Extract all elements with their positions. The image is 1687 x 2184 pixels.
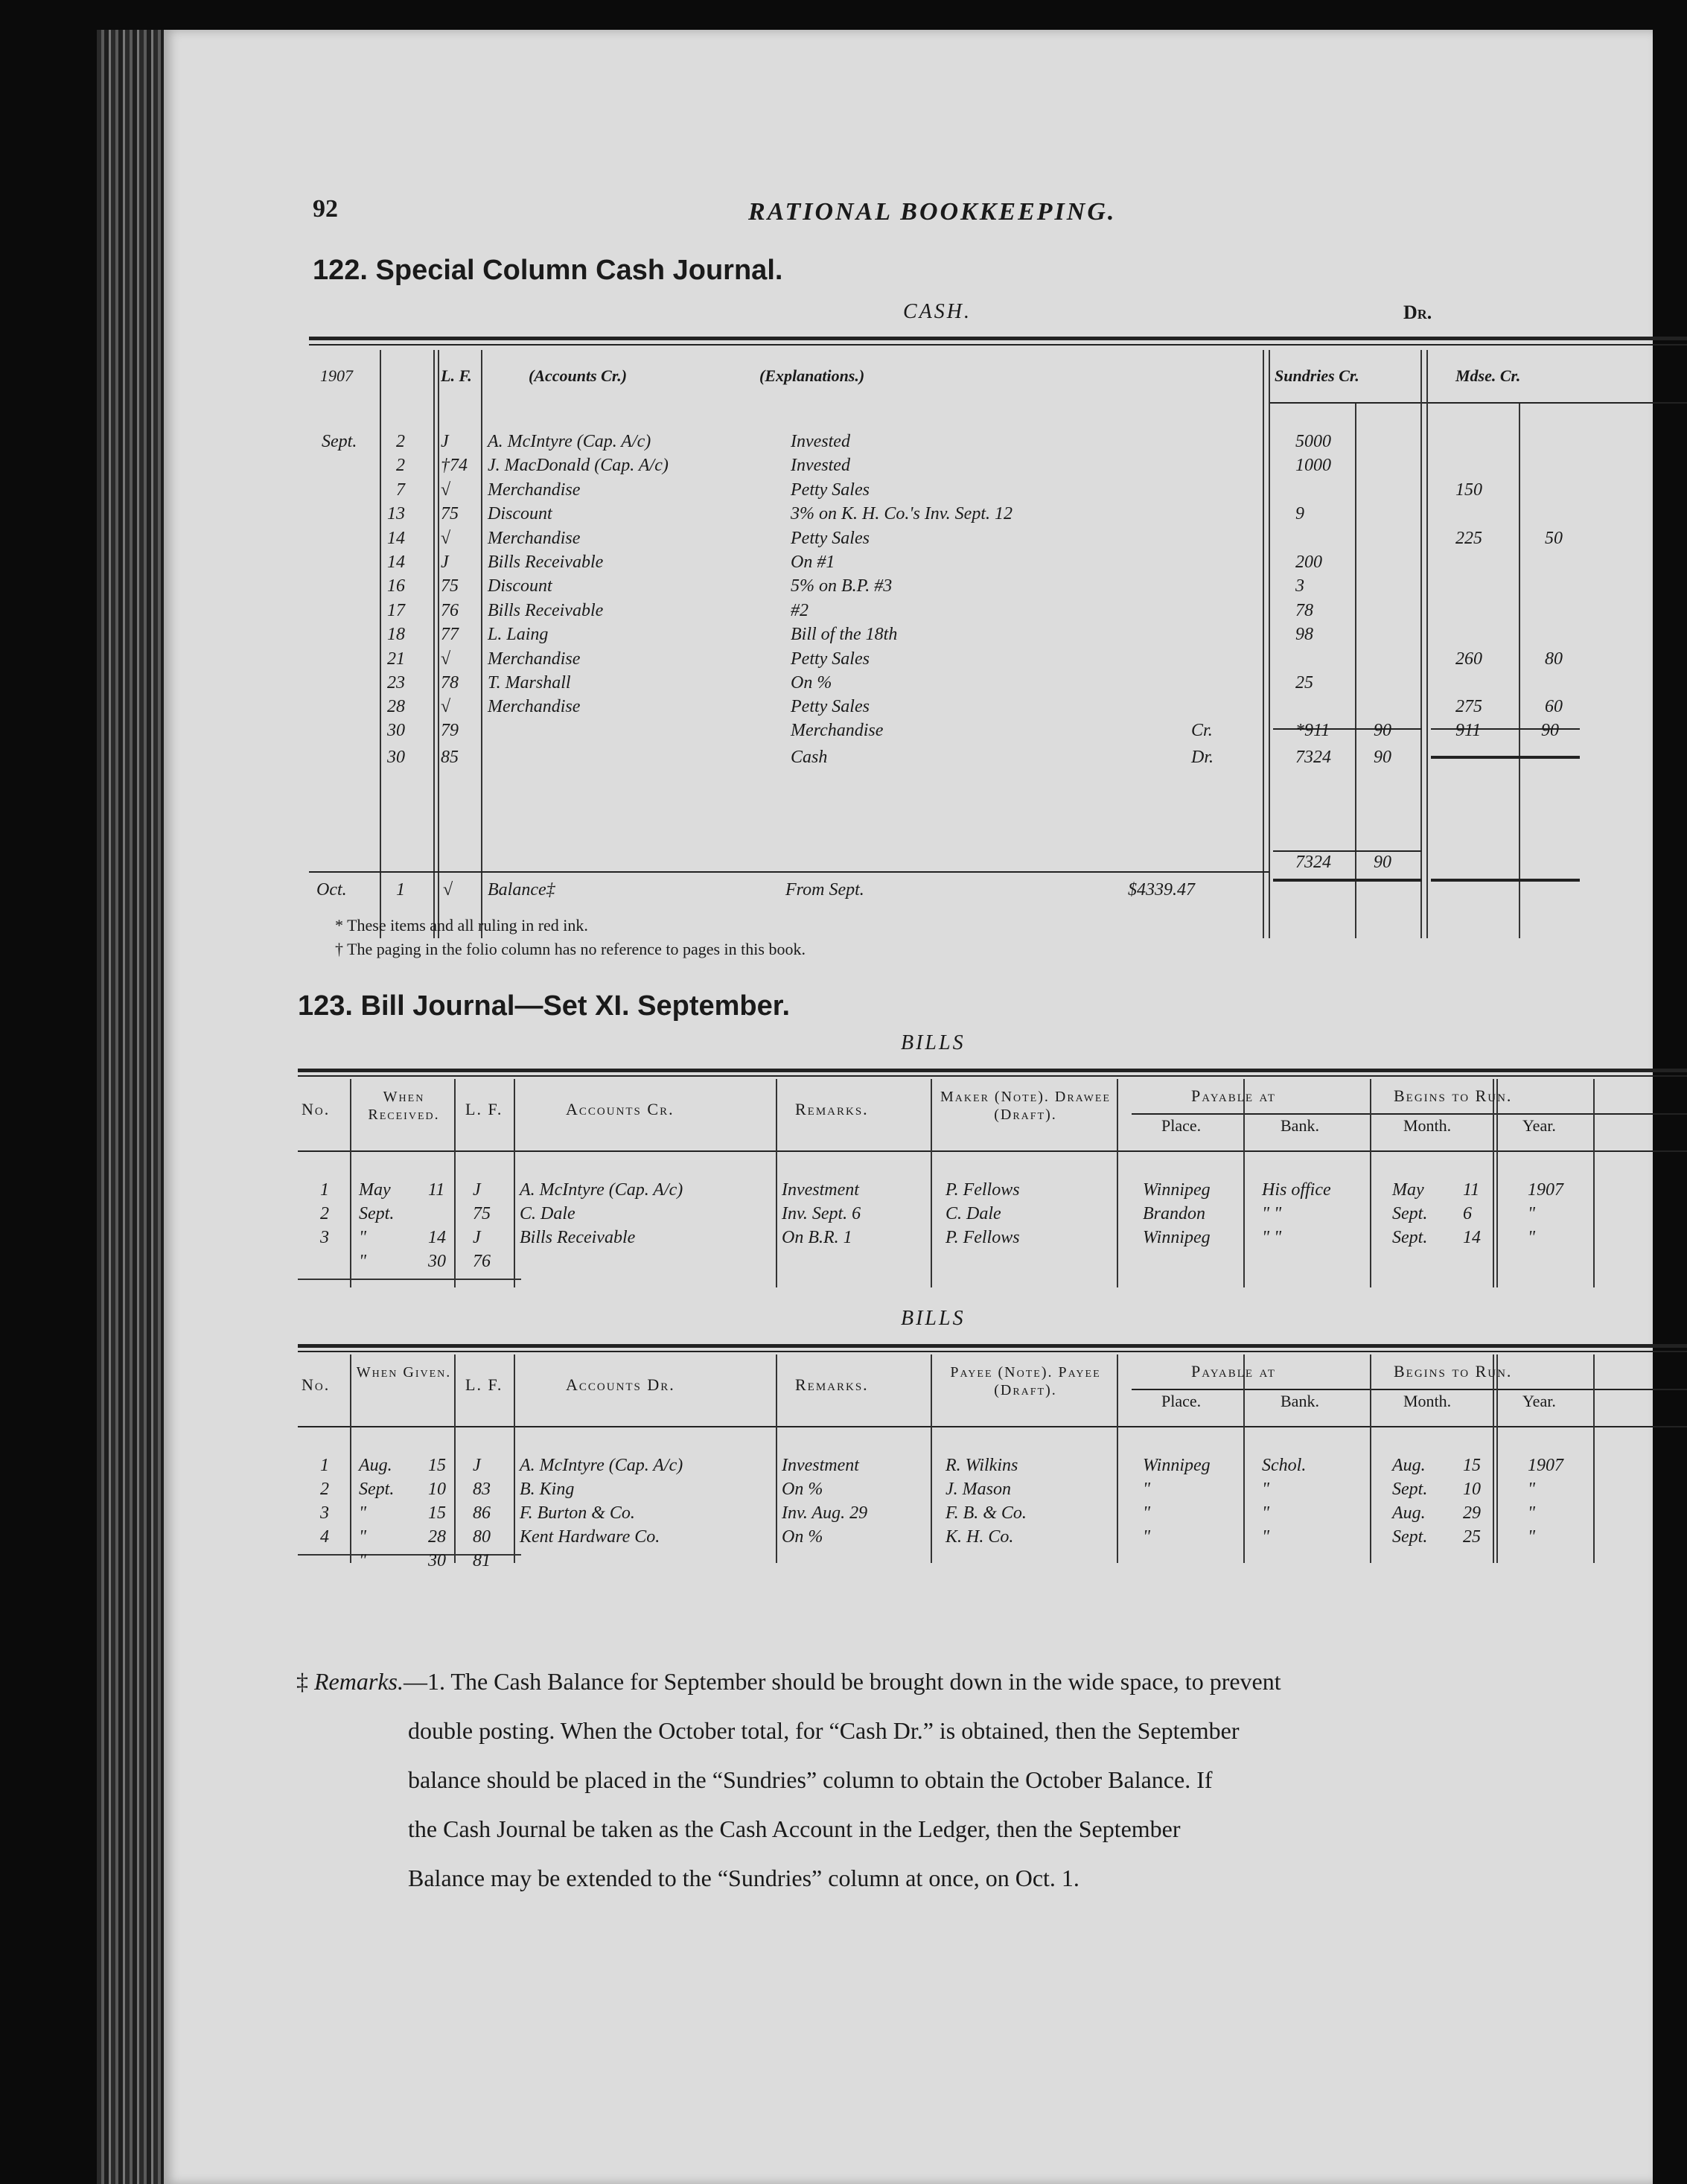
row-account: T. Marshall [488, 673, 571, 693]
bill-row-month: " [359, 1551, 367, 1570]
summary-mdse: 911 [1455, 721, 1482, 740]
bill-row-month: May [359, 1180, 391, 1200]
bill-row-place: " [1143, 1527, 1151, 1547]
receivable-header-year: Year. [1522, 1116, 1556, 1135]
balance-lf: √ [443, 880, 453, 900]
header-explanations: (Explanations.) [759, 366, 865, 385]
bill-row-begin-day: 29 [1463, 1503, 1481, 1523]
row-explanation: On #1 [791, 553, 835, 572]
bill-row-no: 2 [320, 1204, 329, 1223]
payable-col-rule [1370, 1354, 1371, 1563]
row-mdse: 150 [1455, 480, 1482, 500]
bill-row-begin-month: Aug. [1392, 1503, 1426, 1523]
remarks-text-1: —1. The Cash Balance for September should be brought down in the wide space, to prevent [403, 1668, 1281, 1695]
row-lf: √ [441, 649, 451, 669]
header-accounts: (Accounts Cr.) [529, 366, 628, 385]
balance-month: Oct. [316, 880, 347, 900]
bill-row-maker: P. Fellows [945, 1228, 1020, 1247]
bill-row-remarks: Investment [782, 1456, 859, 1475]
bill-row-place: Winnipeg [1143, 1456, 1211, 1475]
receivable-col-rule [514, 1079, 515, 1287]
book-binding [97, 30, 164, 2184]
row-month: Sept. [322, 432, 357, 451]
bill-row-remarks: On % [782, 1480, 823, 1499]
balance-day: 1 [396, 880, 405, 900]
bill-row-begin-day: 6 [1463, 1204, 1472, 1223]
receivable-sub-rule [1132, 1113, 1687, 1115]
bill-row-begin-year: " [1528, 1228, 1536, 1247]
bill-row-bank: " [1262, 1527, 1270, 1547]
remarks-line-2: double posting. When the October total, for “Cash Dr.” is obtained, then the September [408, 1717, 1240, 1744]
summary-day: 30 [387, 748, 405, 767]
row-lf: J [441, 553, 449, 572]
bill-row-account: B. King [520, 1480, 575, 1499]
bill-row-place: Brandon [1143, 1204, 1205, 1223]
row-account: Merchandise [488, 649, 581, 669]
row-lf: J [441, 432, 449, 451]
row-day: 17 [387, 600, 405, 620]
bill-row-lf: 80 [473, 1527, 491, 1547]
receivable-col-rule [1593, 1079, 1595, 1287]
header-lf: L. F. [441, 366, 472, 385]
bill-row-month: " [359, 1527, 367, 1547]
rule-mdse-cents [1519, 404, 1520, 938]
summary-lf: 85 [441, 748, 459, 767]
receivable-col-rule [1370, 1079, 1371, 1287]
summary-day: 30 [387, 721, 405, 740]
book-page [164, 30, 1653, 2184]
receivable-header-begins: Begins to Run. [1394, 1086, 1513, 1105]
receivable-header-lf: L. F. [465, 1100, 503, 1118]
header-sundries: Sundries Cr. [1275, 366, 1359, 385]
bill-row-bank: His office [1262, 1180, 1331, 1200]
bill-row-account: Kent Hardware Co. [520, 1527, 660, 1547]
row-explanation: Invested [791, 456, 850, 476]
debit-side-label: Dr. [1403, 302, 1432, 323]
bill-row-lf: 75 [473, 1204, 491, 1223]
bill-row-no: 3 [320, 1503, 329, 1523]
payable-header-no: No. [302, 1375, 331, 1394]
bill-row-place: " [1143, 1503, 1151, 1523]
row-account: Discount [488, 576, 552, 596]
receivable-header-place: Place. [1161, 1116, 1202, 1135]
mdse-close-rule [1431, 879, 1580, 882]
bill-row-lf: J [473, 1228, 481, 1247]
row-account: Discount [488, 504, 552, 524]
cash-subtitle: CASH. [903, 300, 972, 323]
bill-row-maker: K. H. Co. [945, 1527, 1014, 1547]
payable-header-month: Month. [1403, 1392, 1452, 1410]
bill-row-place: Winnipeg [1143, 1228, 1211, 1247]
row-mdse-cents: 50 [1545, 528, 1563, 548]
bill-row-maker: C. Dale [945, 1204, 1001, 1223]
bill-row-month: Sept. [359, 1204, 395, 1223]
row-lf: 75 [441, 576, 459, 596]
section-title: Special Column Cash Journal. [375, 255, 783, 286]
row-mdse-cents: 80 [1545, 649, 1563, 669]
bill-row-begin-year: 1907 [1528, 1456, 1563, 1475]
receivable-header-no: No. [302, 1100, 331, 1118]
payable-col-rule [1496, 1354, 1498, 1563]
summary-explanation: Merchandise [791, 721, 884, 740]
bill-row-begin-month: Sept. [1392, 1228, 1428, 1247]
row-account: Merchandise [488, 480, 581, 500]
payable-col-rule [350, 1354, 351, 1563]
payable-header-year: Year. [1522, 1392, 1556, 1410]
bill-row-month: " [359, 1252, 367, 1271]
payable-col-rule [1593, 1354, 1595, 1563]
payable-sub-rule [1132, 1389, 1687, 1390]
header-mdse: Mdse. Cr. [1455, 366, 1521, 385]
bill-row-lf: J [473, 1456, 481, 1475]
row-account: Bills Receivable [488, 600, 604, 620]
bill-row-month: Sept. [359, 1480, 395, 1499]
row-mdse: 225 [1455, 528, 1482, 548]
row-account: L. Laing [488, 625, 549, 645]
receivable-subtitle: BILLS [901, 1031, 966, 1054]
bill-row-no: 2 [320, 1480, 329, 1499]
row-sundries: 5000 [1295, 432, 1331, 451]
remarks-line-3: balance should be placed in the “Sundries” column to obtain the October Balance. If [408, 1766, 1213, 1793]
bill-row-begin-day: 25 [1463, 1527, 1481, 1547]
summary-sundries: 7324 [1295, 748, 1331, 767]
mdse-double-rule [1431, 756, 1580, 759]
bill-row-remarks: Investment [782, 1180, 859, 1200]
row-account: J. MacDonald (Cap. A/c) [488, 456, 669, 476]
row-explanation: 3% on K. H. Co.'s Inv. Sept. 12 [791, 504, 1012, 524]
row-account: Merchandise [488, 528, 581, 548]
rule-day [380, 350, 381, 938]
amount-header-rule [1269, 402, 1687, 404]
row-explanation: 5% on B.P. #3 [791, 576, 893, 596]
summary-lf: 79 [441, 721, 459, 740]
payable-col-rule [1493, 1354, 1494, 1563]
payable-header-maker: Payee (Note). Payee (Draft). [950, 1364, 1101, 1398]
receivable-top-rule [298, 1069, 1687, 1072]
footnote-red-ink: * These items and all ruling in red ink. [335, 916, 588, 935]
footnote-paging: † The paging in the folio column has no reference to pages in this book. [335, 940, 806, 958]
section-122-heading [313, 255, 782, 287]
section-123-heading [298, 990, 790, 1022]
balance-amount: $4339.47 [1128, 880, 1195, 900]
bill-row-day: 15 [428, 1456, 446, 1475]
row-sundries: 200 [1295, 553, 1322, 572]
row-day: 28 [387, 697, 405, 717]
bill-row-begin-year: 1907 [1528, 1180, 1563, 1200]
receivable-top-rule-thin [298, 1075, 1687, 1077]
row-explanation: On % [791, 673, 832, 693]
rule-accounts [481, 350, 482, 938]
row-day: 13 [387, 504, 405, 524]
bill-row-day: 15 [428, 1503, 446, 1523]
payable-header-payable: Payable at [1191, 1362, 1276, 1381]
summary-explanation: Cash [791, 748, 828, 767]
payable-col-rule [514, 1354, 515, 1563]
payable-col-rule [931, 1354, 932, 1563]
page-number: 92 [313, 195, 338, 223]
row-lf: √ [441, 480, 451, 500]
row-mdse: 275 [1455, 697, 1482, 717]
balance-account: Balance‡ [488, 880, 555, 900]
row-lf: √ [441, 697, 451, 717]
sundries-total-cents: 90 [1374, 853, 1391, 872]
receivable-col-rule [1496, 1079, 1498, 1287]
cash-top-rule [309, 337, 1687, 340]
row-lf: 77 [441, 625, 459, 645]
balance-top-rule [309, 871, 1269, 873]
bill-row-account: F. Burton & Co. [520, 1503, 635, 1523]
row-day: 23 [387, 673, 405, 693]
bill-row-begin-day: 15 [1463, 1456, 1481, 1475]
bill-row-bank: " [1262, 1503, 1270, 1523]
row-day: 14 [387, 553, 405, 572]
receivable-header-remarks: Remarks. [795, 1100, 869, 1118]
remarks-line-4: the Cash Journal be taken as the Cash Account in the Ledger, then the September [408, 1815, 1181, 1842]
row-day: 2 [396, 456, 405, 476]
payable-header-place: Place. [1161, 1392, 1202, 1410]
receivable-header-bank: Bank. [1281, 1116, 1319, 1135]
remarks-line-5: Balance may be extended to the “Sundries” column at once, on Oct. 1. [408, 1865, 1080, 1891]
remarks-label: Remarks. [314, 1668, 404, 1695]
summary-sundries-cents: 90 [1374, 721, 1391, 740]
bill-row-begin-year: " [1528, 1204, 1536, 1223]
summary-side: Dr. [1191, 748, 1214, 767]
header-year: 1907 [320, 366, 353, 385]
receivable-col-rule [1243, 1079, 1245, 1287]
row-day: 21 [387, 649, 405, 669]
receivable-col-rule [776, 1079, 777, 1287]
bill-row-day: 28 [428, 1527, 446, 1547]
bill-row-bank: Schol. [1262, 1456, 1307, 1475]
balance-explanation: From Sept. [785, 880, 864, 900]
payable-header-accounts: Accounts Dr. [566, 1375, 675, 1394]
row-explanation: Bill of the 18th [791, 625, 898, 645]
summary-mdse-cents: 90 [1541, 721, 1559, 740]
receivable-header-month: Month. [1403, 1116, 1452, 1135]
sundries-total: 7324 [1295, 853, 1331, 872]
section-title: Bill Journal—Set XI. September. [360, 990, 791, 1022]
row-account: Bills Receivable [488, 553, 604, 572]
receivable-col-rule [1117, 1079, 1118, 1287]
cash-top-rule-thin [309, 344, 1687, 346]
bill-row-begin-year: " [1528, 1503, 1536, 1523]
payable-header-rule [298, 1426, 1687, 1427]
summary-sundries-cents: 90 [1374, 748, 1391, 767]
row-day: 16 [387, 576, 405, 596]
bill-row-place: Winnipeg [1143, 1180, 1211, 1200]
section-number: 123. [298, 990, 353, 1022]
row-explanation: #2 [791, 600, 809, 620]
bill-row-no: 1 [320, 1456, 329, 1475]
rule-mdse-b [1426, 350, 1428, 938]
payable-header-begins: Begins to Run. [1394, 1362, 1513, 1381]
bill-row-bank: " " [1262, 1204, 1282, 1223]
rule-lf [433, 350, 435, 938]
bill-row-remarks: On % [782, 1527, 823, 1547]
row-lf: 78 [441, 673, 459, 693]
bill-row-lf: 83 [473, 1480, 491, 1499]
section-number: 122. [313, 255, 368, 286]
row-lf: †74 [441, 456, 468, 476]
bill-row-begin-month: May [1392, 1180, 1424, 1200]
payable-col-rule [776, 1354, 777, 1563]
bill-row-begin-year: " [1528, 1527, 1536, 1547]
bill-row-remarks: On B.R. 1 [782, 1228, 852, 1247]
bill-row-month: Aug. [359, 1456, 392, 1475]
row-account: Merchandise [488, 697, 581, 717]
bill-row-account: C. Dale [520, 1204, 575, 1223]
receivable-col-rule [454, 1079, 456, 1287]
payable-subtitle: BILLS [901, 1307, 966, 1330]
bill-row-begin-month: Sept. [1392, 1204, 1428, 1223]
row-day: 18 [387, 625, 405, 645]
bill-row-begin-month: Aug. [1392, 1456, 1426, 1475]
receivable-header-payable: Payable at [1191, 1086, 1276, 1105]
bill-row-bank: " [1262, 1480, 1270, 1499]
bill-row-day: 14 [428, 1228, 446, 1247]
bill-row-remarks: Inv. Sept. 6 [782, 1204, 861, 1223]
summary-side: Cr. [1191, 721, 1213, 740]
summary-sundries: *911 [1295, 721, 1330, 740]
row-sundries: 1000 [1295, 456, 1331, 476]
bill-row-begin-month: Sept. [1392, 1480, 1428, 1499]
row-lf: 75 [441, 504, 459, 524]
payable-header-bank: Bank. [1281, 1392, 1319, 1410]
row-mdse: 260 [1455, 649, 1482, 669]
sundries-double-rule [1273, 879, 1422, 882]
bill-row-account: Bills Receivable [520, 1228, 636, 1247]
bill-row-no: 3 [320, 1228, 329, 1247]
payable-header-remarks: Remarks. [795, 1375, 869, 1394]
bill-row-lf: J [473, 1180, 481, 1200]
bill-row-month: " [359, 1228, 367, 1247]
bill-row-no: 4 [320, 1527, 329, 1547]
rule-sundries-a [1263, 350, 1264, 938]
row-account: A. McIntyre (Cap. A/c) [488, 432, 651, 451]
bill-row-lf: 76 [473, 1252, 491, 1271]
row-day: 2 [396, 432, 405, 451]
bill-row-begin-day: 14 [1463, 1228, 1481, 1247]
rule-sundries-cents [1355, 404, 1356, 938]
row-explanation: Petty Sales [791, 697, 870, 717]
bill-row-account: A. McIntyre (Cap. A/c) [520, 1180, 683, 1200]
bill-row-day: 30 [428, 1551, 446, 1570]
payable-col-rule [1117, 1354, 1118, 1563]
receivable-header-when: When Received. [368, 1089, 440, 1123]
row-sundries: 98 [1295, 625, 1313, 645]
bill-row-begin-day: 10 [1463, 1480, 1481, 1499]
payable-top-rule-thin [298, 1351, 1687, 1352]
row-explanation: Invested [791, 432, 850, 451]
remarks-line-1 [296, 1657, 1281, 1706]
payable-col-rule [1243, 1354, 1245, 1563]
row-explanation: Petty Sales [791, 528, 870, 548]
payable-top-rule [298, 1344, 1687, 1348]
bill-row-account: A. McIntyre (Cap. A/c) [520, 1456, 683, 1475]
rule-lf-b [438, 350, 439, 938]
receivable-bottom-rule [298, 1279, 521, 1280]
bill-row-remarks: Inv. Aug. 29 [782, 1503, 868, 1523]
receivable-col-rule [931, 1079, 932, 1287]
remarks-block [296, 1657, 1281, 1903]
bill-row-maker: P. Fellows [945, 1180, 1020, 1200]
row-day: 14 [387, 528, 405, 548]
bill-row-maker: R. Wilkins [945, 1456, 1018, 1475]
bill-row-bank: " " [1262, 1228, 1282, 1247]
row-sundries: 9 [1295, 504, 1304, 524]
bill-row-begin-day: 11 [1463, 1180, 1480, 1200]
row-day: 7 [396, 480, 405, 500]
row-sundries: 78 [1295, 600, 1313, 620]
row-sundries: 25 [1295, 673, 1313, 693]
bill-row-maker: F. B. & Co. [945, 1503, 1027, 1523]
bill-row-begin-month: Sept. [1392, 1527, 1428, 1547]
receivable-col-rule [1493, 1079, 1494, 1287]
bill-row-month: " [359, 1503, 367, 1523]
row-lf: √ [441, 528, 451, 548]
bill-row-place: " [1143, 1480, 1151, 1499]
receivable-header-rule [298, 1150, 1687, 1152]
receivable-header-accounts: Accounts Cr. [566, 1100, 675, 1118]
receivable-header-maker: Maker (Note). Drawee (Draft). [940, 1089, 1111, 1123]
row-mdse-cents: 60 [1545, 697, 1563, 717]
payable-header-lf: L. F. [465, 1375, 503, 1394]
bill-row-begin-year: " [1528, 1480, 1536, 1499]
row-lf: 76 [441, 600, 459, 620]
running-title: RATIONAL BOOKKEEPING. [748, 198, 1117, 226]
bill-row-lf: 81 [473, 1551, 491, 1570]
bill-row-day: 10 [428, 1480, 446, 1499]
payable-col-rule [454, 1354, 456, 1563]
row-explanation: Petty Sales [791, 649, 870, 669]
rule-sundries-b [1269, 350, 1270, 938]
row-sundries: 3 [1295, 576, 1304, 596]
bill-row-maker: J. Mason [945, 1480, 1011, 1499]
sundries-total-rule [1273, 850, 1422, 852]
row-explanation: Petty Sales [791, 480, 870, 500]
bill-row-day: 30 [428, 1252, 446, 1271]
payable-header-when: When Given. [356, 1364, 452, 1381]
remarks-mark: ‡ [296, 1668, 308, 1695]
bill-row-lf: 86 [473, 1503, 491, 1523]
bill-row-day: 11 [428, 1180, 445, 1200]
bill-row-no: 1 [320, 1180, 329, 1200]
receivable-col-rule [350, 1079, 351, 1287]
